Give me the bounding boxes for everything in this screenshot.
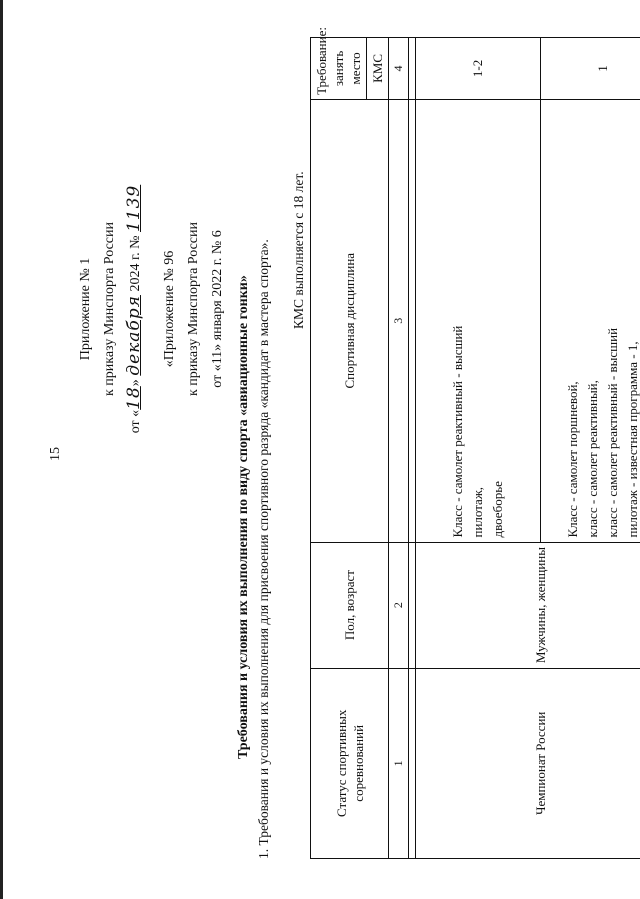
section-subtitle: 1. Требования и условия их выполнения для присвоения спортивного разряда «кандидат в мастера спорта». [256, 239, 271, 859]
document-title: Требования и условия их выполнения по виду спорта «авиационные гонки» [236, 275, 251, 759]
header-requirement: Требование: занять место [311, 38, 367, 100]
handwritten-day: 18 [124, 386, 144, 410]
page-number: 15 [48, 447, 63, 461]
previous-appendix-date: от «11» января 2022 г. № 6 [210, 230, 225, 388]
appendix-title: Приложение № 1 [78, 257, 93, 361]
column-number: 4 [389, 38, 409, 100]
gender-cell: Мужчины, женщины [416, 542, 640, 668]
appendix-order: к приказу Минспорта России [102, 222, 117, 396]
header-discipline: Спортивная дисциплина [311, 99, 389, 542]
previous-appendix-title: «Приложение № 96 [162, 250, 177, 368]
place-cell: 1 [541, 38, 640, 100]
handwritten-month: декабря [124, 295, 144, 376]
column-number: 3 [389, 99, 409, 542]
column-numbers-row [389, 38, 409, 859]
column-number: 1 [389, 668, 409, 858]
spacer-row [409, 38, 416, 859]
column-number: 2 [389, 542, 409, 668]
header-status: Статус спортивных соревнований [311, 668, 389, 858]
handwritten-number: 1139 [124, 184, 144, 233]
age-note: КМС выполняется с 18 лет. [291, 171, 306, 329]
discipline-cell: Класс - самолет поршневой, класс - самолет реактивный, класс - самолет реактивный - высший пилотаж - известная программа - 1, [541, 99, 640, 542]
appendix-date: от «18» декабря 2024 г. № 1139 [124, 184, 144, 434]
header-kms: КМС [367, 38, 389, 100]
header-gender-age: Пол, возраст [311, 542, 389, 668]
previous-appendix-block [158, 179, 230, 439]
previous-appendix-order: к приказу Минспорта России [186, 222, 201, 396]
requirements-table [310, 27, 640, 859]
appendix-block [74, 159, 148, 459]
place-cell: 1-2 [416, 38, 541, 100]
table-row [416, 38, 541, 859]
discipline-cell: Класс - самолет реактивный - высший пилотаж, двоеборье [416, 99, 541, 542]
status-cell: Чемпионат России [416, 668, 640, 858]
